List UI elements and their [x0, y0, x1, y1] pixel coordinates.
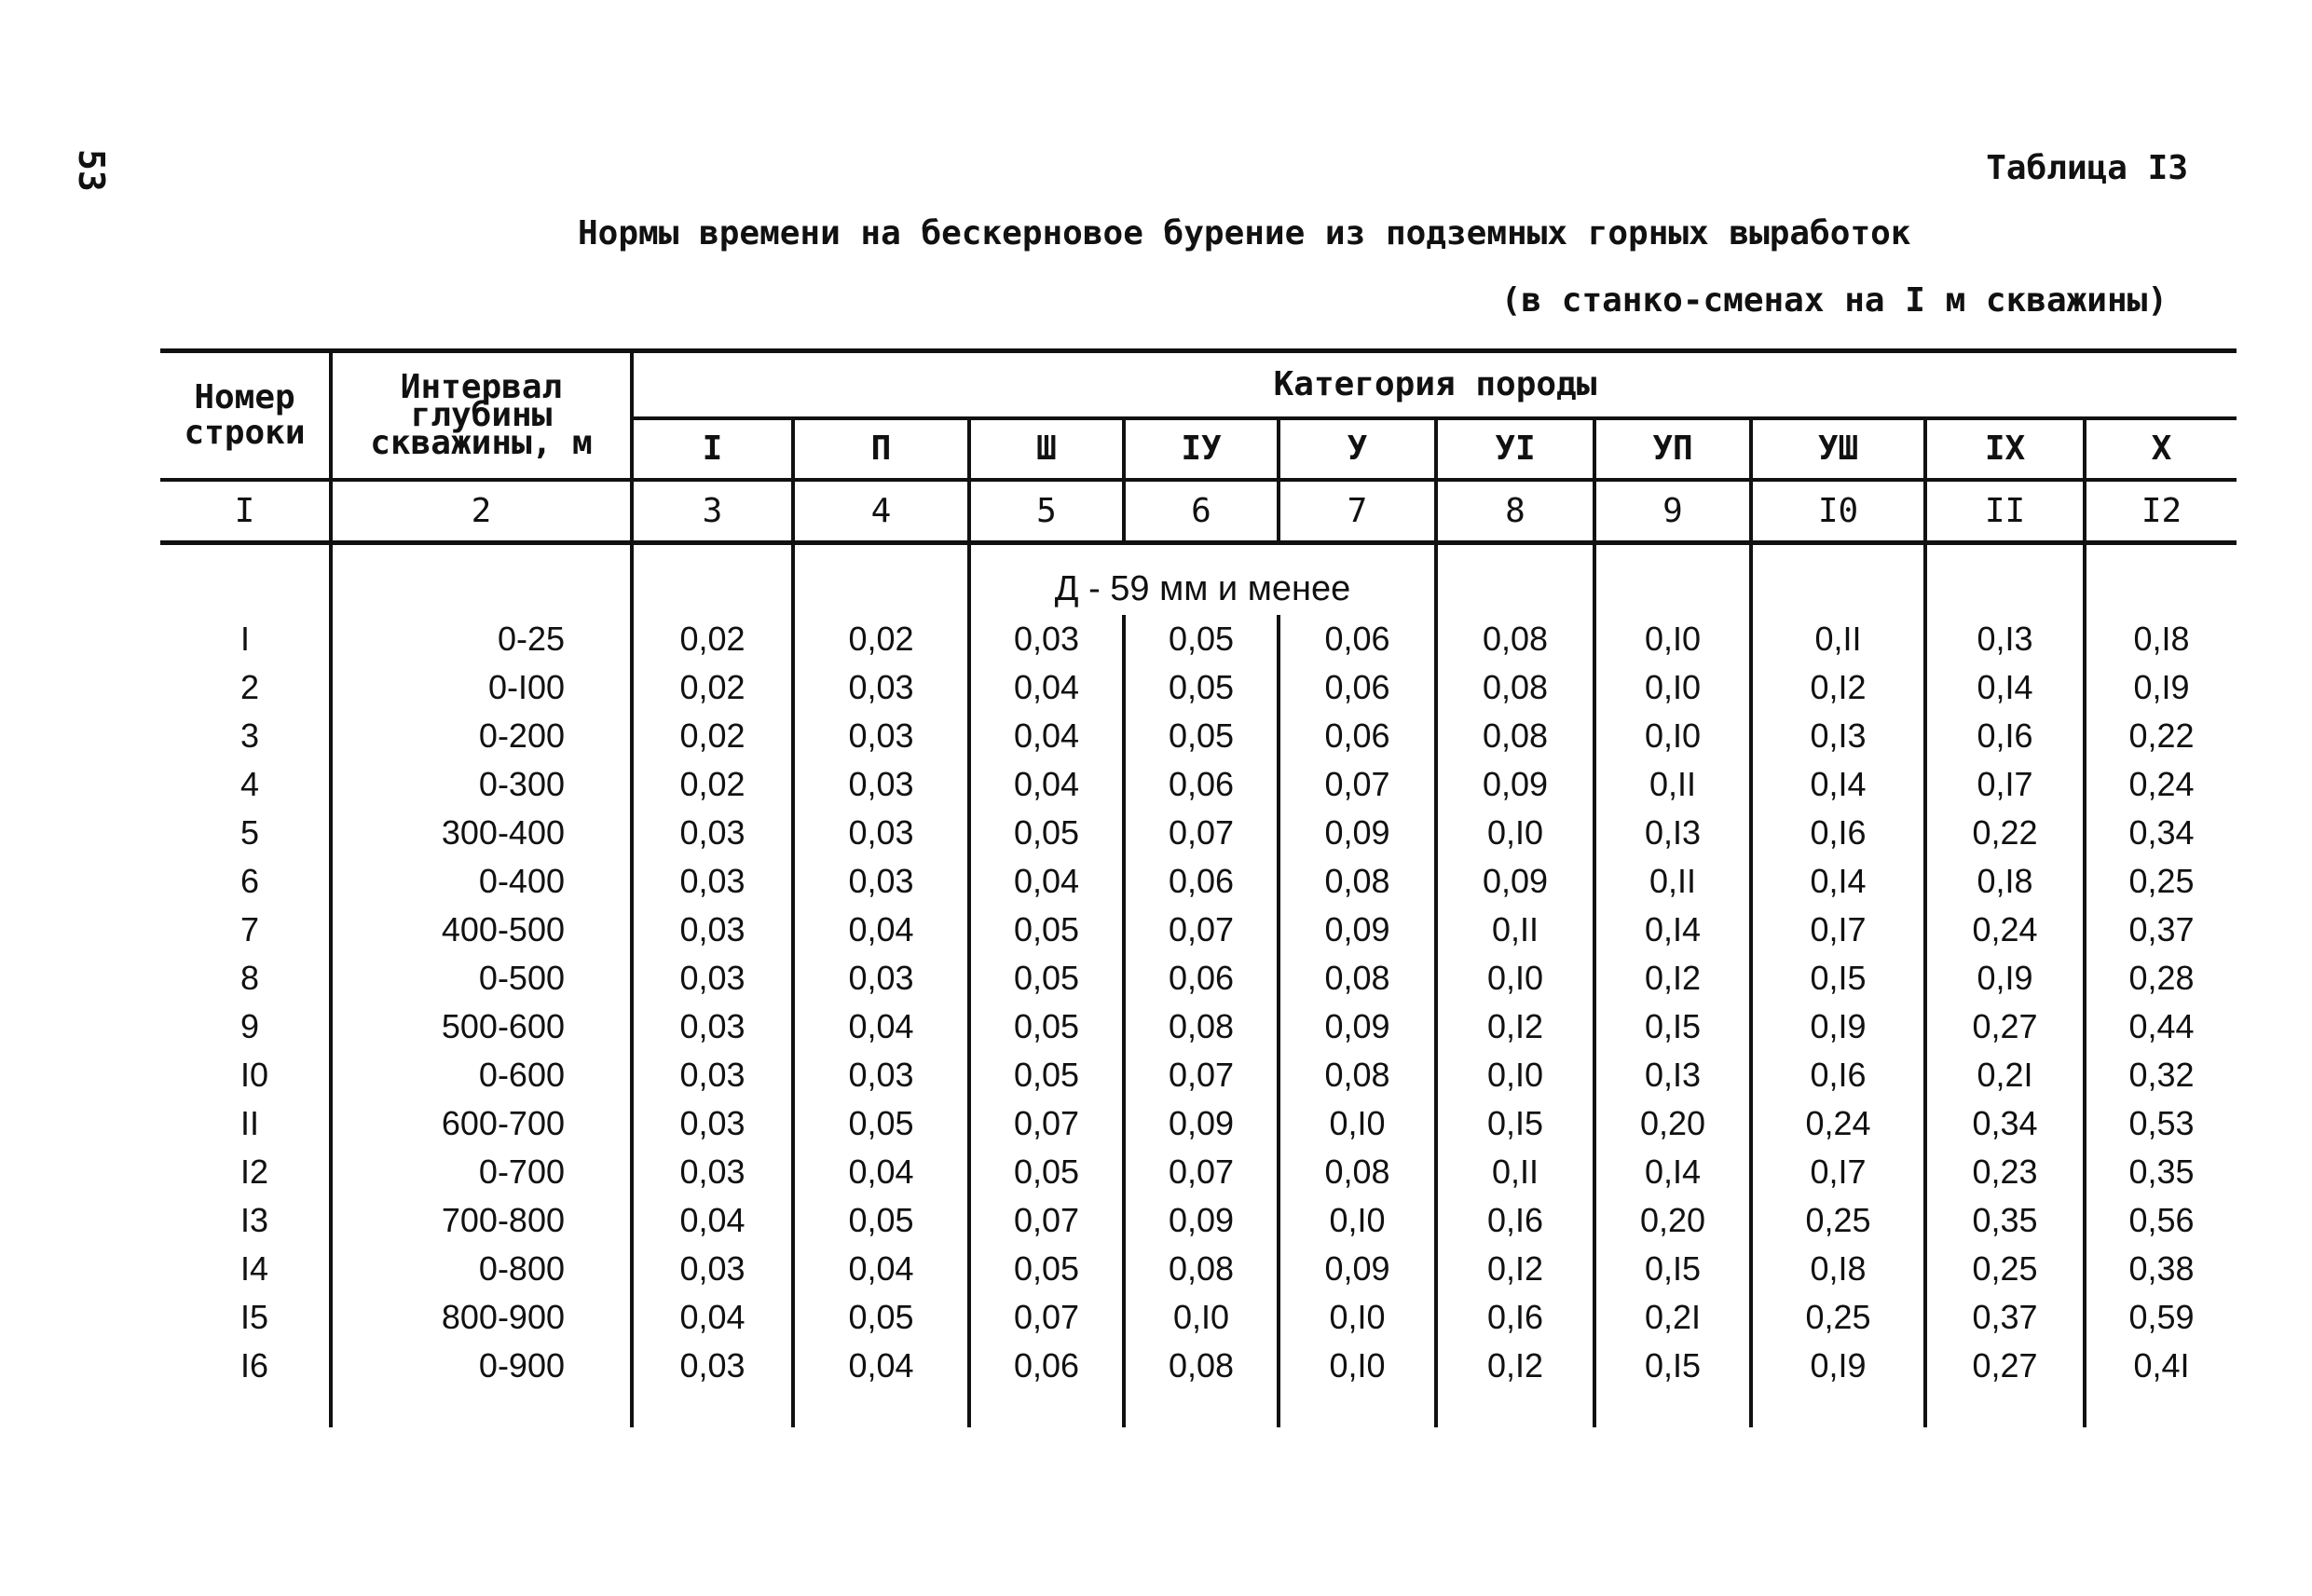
depth-interval: 0-600 [331, 1051, 632, 1099]
table-row [160, 1003, 2237, 1051]
norm-value: 0,07 [1124, 906, 1279, 954]
cell-blank [160, 1390, 331, 1427]
norm-value: 0,07 [969, 1196, 1124, 1245]
column-number-12: I2 [2085, 480, 2237, 543]
norm-value: 0,06 [1279, 663, 1436, 712]
norm-value: 0,09 [1279, 1245, 1436, 1293]
norm-value: 0,I0 [1436, 954, 1594, 1003]
norm-value: 0,08 [1279, 1051, 1436, 1099]
cell-blank [2085, 543, 2237, 616]
table-row [160, 1148, 2237, 1196]
row-number: 6 [240, 862, 260, 900]
cell-blank [793, 543, 969, 616]
norm-value: 0,09 [1279, 809, 1436, 857]
table-row [160, 1245, 2237, 1293]
norm-value: 0,I0 [1594, 663, 1751, 712]
norm-value: 0,25 [1925, 1245, 2085, 1293]
norm-value: 0,03 [632, 954, 793, 1003]
norm-value: 0,I2 [1751, 663, 1925, 712]
norm-value: 0,08 [1124, 1342, 1279, 1390]
table-row [160, 663, 2237, 712]
norm-value: 0,I6 [1751, 1051, 1925, 1099]
norm-value: 0,07 [969, 1293, 1124, 1342]
norm-value: 0,I7 [1925, 760, 2085, 809]
table-row [160, 1293, 2237, 1342]
norm-value: 0,59 [2085, 1293, 2237, 1342]
norm-value: 0,I9 [2085, 663, 2237, 712]
norm-value: 0,04 [969, 663, 1124, 712]
norm-value: 0,03 [793, 712, 969, 760]
norm-value: 0,I9 [1751, 1342, 1925, 1390]
norms-table [160, 348, 2237, 1427]
norm-value: 0,09 [1124, 1099, 1279, 1148]
cell-blank [632, 1390, 793, 1427]
depth-interval: 0-900 [331, 1342, 632, 1390]
row-number: I3 [240, 1201, 269, 1239]
column-number-6: 6 [1124, 480, 1279, 543]
norm-value: 0,02 [632, 760, 793, 809]
norm-value: 0,25 [1751, 1293, 1925, 1342]
norm-value: 0,20 [1594, 1099, 1751, 1148]
table-row [160, 760, 2237, 809]
norm-value: 0,24 [1925, 906, 2085, 954]
row-number: II [240, 1104, 260, 1142]
page-title: Нормы времени на бескерновое бурение из подземных горных выработок [578, 214, 1911, 252]
norm-value: 0,04 [793, 1342, 969, 1390]
cell-blank [1594, 543, 1751, 616]
header-category-2: П [793, 418, 969, 480]
norm-value: 0,2I [1925, 1051, 2085, 1099]
norm-value: 0,04 [632, 1196, 793, 1245]
norm-value: 0,I2 [1436, 1342, 1594, 1390]
table-row [160, 809, 2237, 857]
norm-value: 0,07 [1124, 1051, 1279, 1099]
table-bottom-spacer [160, 1390, 2237, 1427]
norm-value: 0,II [1594, 760, 1751, 809]
norm-value: 0,04 [793, 906, 969, 954]
row-number: I2 [240, 1153, 269, 1191]
norm-value: 0,09 [1279, 1003, 1436, 1051]
norm-value: 0,06 [1124, 760, 1279, 809]
norm-value: 0,I2 [1594, 954, 1751, 1003]
cell-blank [160, 543, 331, 616]
depth-interval: 800-900 [331, 1293, 632, 1342]
norm-value: 0,I2 [1436, 1245, 1594, 1293]
cell-blank [1925, 1390, 2085, 1427]
norm-value: 0,08 [1436, 663, 1594, 712]
norm-value: 0,23 [1925, 1148, 2085, 1196]
depth-interval: 0-I00 [331, 663, 632, 712]
norm-value: 0,08 [1124, 1003, 1279, 1051]
header-category-8: УШ [1751, 418, 1925, 480]
table-row [160, 615, 2237, 663]
norm-value: 0,05 [1124, 615, 1279, 663]
row-number: I [240, 620, 251, 658]
norm-value: 0,02 [632, 663, 793, 712]
norm-value: 0,34 [2085, 809, 2237, 857]
norm-value: 0,08 [1436, 712, 1594, 760]
column-number-10: I0 [1751, 480, 1925, 543]
table-row [160, 954, 2237, 1003]
norm-value: 0,25 [1751, 1196, 1925, 1245]
norm-value: 0,05 [793, 1293, 969, 1342]
column-number-7: 7 [1279, 480, 1436, 543]
norm-value: 0,05 [969, 1245, 1124, 1293]
norm-value: 0,08 [1279, 954, 1436, 1003]
norm-value: 0,03 [632, 1148, 793, 1196]
cell-blank [2085, 1390, 2237, 1427]
norm-value: 0,37 [1925, 1293, 2085, 1342]
norm-value: 0,I5 [1436, 1099, 1594, 1148]
norm-value: 0,I0 [1279, 1099, 1436, 1148]
norm-value: 0,04 [793, 1148, 969, 1196]
row-number: 5 [240, 813, 260, 852]
norm-value: 0,05 [969, 906, 1124, 954]
norm-value: 0,2I [1594, 1293, 1751, 1342]
norm-value: 0,06 [1124, 954, 1279, 1003]
norm-value: 0,38 [2085, 1245, 2237, 1293]
norm-value: 0,I0 [1436, 809, 1594, 857]
norm-value: 0,03 [793, 809, 969, 857]
norm-value: 0,04 [969, 712, 1124, 760]
depth-interval: 0-800 [331, 1245, 632, 1293]
table-row [160, 906, 2237, 954]
cell-blank [1124, 1390, 1279, 1427]
column-number-9: 9 [1594, 480, 1751, 543]
table-row [160, 1051, 2237, 1099]
norm-value: 0,06 [969, 1342, 1124, 1390]
table-row [160, 1099, 2237, 1148]
norm-value: 0,I4 [1751, 857, 1925, 906]
cell-blank [1279, 1390, 1436, 1427]
row-number: I6 [240, 1346, 269, 1385]
norm-value: 0,I3 [1594, 1051, 1751, 1099]
row-number: 3 [240, 716, 260, 755]
column-number-3: 3 [632, 480, 793, 543]
norm-value: 0,I3 [1925, 615, 2085, 663]
norm-value: 0,35 [2085, 1148, 2237, 1196]
cell-blank [969, 1390, 1124, 1427]
row-number: 2 [240, 668, 260, 706]
depth-interval: 700-800 [331, 1196, 632, 1245]
cell-blank [1436, 543, 1594, 616]
norm-value: 0,04 [632, 1293, 793, 1342]
norm-value: 0,27 [1925, 1342, 2085, 1390]
cell-blank [1436, 1390, 1594, 1427]
depth-interval: 300-400 [331, 809, 632, 857]
norm-value: 0,27 [1925, 1003, 2085, 1051]
table-row [160, 1196, 2237, 1245]
norm-value: 0,44 [2085, 1003, 2237, 1051]
norm-value: 0,03 [632, 1245, 793, 1293]
norm-value: 0,08 [1436, 615, 1594, 663]
norm-value: 0,05 [1124, 663, 1279, 712]
column-number-5: 5 [969, 480, 1124, 543]
norm-value: 0,05 [1124, 712, 1279, 760]
norm-value: 0,05 [969, 954, 1124, 1003]
header-interval: Интервал глубины скважины, м [331, 351, 632, 480]
norm-value: 0,07 [969, 1099, 1124, 1148]
norm-value: 0,03 [632, 906, 793, 954]
depth-interval: 400-500 [331, 906, 632, 954]
column-number-8: 8 [1436, 480, 1594, 543]
norm-value: 0,06 [1279, 712, 1436, 760]
norm-value: 0,03 [793, 954, 969, 1003]
row-number: 4 [240, 765, 260, 803]
norm-value: 0,I3 [1751, 712, 1925, 760]
norm-value: 0,07 [1279, 760, 1436, 809]
norm-value: 0,II [1594, 857, 1751, 906]
norm-value: 0,02 [632, 615, 793, 663]
norm-value: 0,I8 [1925, 857, 2085, 906]
table-row [160, 857, 2237, 906]
norm-value: 0,05 [793, 1099, 969, 1148]
norm-value: 0,I8 [2085, 615, 2237, 663]
header-category-5: У [1279, 418, 1436, 480]
norm-value: 0,08 [1124, 1245, 1279, 1293]
norm-value: 0,22 [2085, 712, 2237, 760]
norm-value: 0,I0 [1436, 1051, 1594, 1099]
norm-value: 0,03 [793, 1051, 969, 1099]
norm-value: 0,I4 [1751, 760, 1925, 809]
row-number: I4 [240, 1249, 269, 1288]
norm-value: 0,03 [632, 1342, 793, 1390]
norm-value: 0,09 [1124, 1196, 1279, 1245]
cell-blank [1925, 543, 2085, 616]
norm-value: 0,05 [969, 1003, 1124, 1051]
row-number: 8 [240, 959, 260, 997]
norm-value: 0,I4 [1925, 663, 2085, 712]
depth-interval: 0-400 [331, 857, 632, 906]
row-number: 7 [240, 910, 260, 948]
norm-value: 0,03 [793, 857, 969, 906]
norm-value: 0,37 [2085, 906, 2237, 954]
norm-value: 0,06 [1124, 857, 1279, 906]
norm-value: 0,I5 [1751, 954, 1925, 1003]
norm-value: 0,I0 [1279, 1342, 1436, 1390]
norm-value: 0,04 [969, 760, 1124, 809]
table-row [160, 1342, 2237, 1390]
norm-value: 0,I0 [1594, 615, 1751, 663]
norm-value: 0,4I [2085, 1342, 2237, 1390]
norm-value: 0,08 [1279, 1148, 1436, 1196]
norm-value: 0,08 [1279, 857, 1436, 906]
norm-value: 0,03 [793, 663, 969, 712]
depth-interval: 600-700 [331, 1099, 632, 1148]
norm-value: 0,05 [969, 1148, 1124, 1196]
column-number-1: I [234, 491, 255, 530]
cell-blank [793, 1390, 969, 1427]
norm-value: 0,09 [1436, 857, 1594, 906]
norm-value: 0,II [1436, 906, 1594, 954]
norm-value: 0,I6 [1751, 809, 1925, 857]
depth-interval: 500-600 [331, 1003, 632, 1051]
norm-value: 0,02 [793, 615, 969, 663]
header-category-1: I [632, 418, 793, 480]
norm-value: 0,07 [1124, 1148, 1279, 1196]
norm-value: 0,28 [2085, 954, 2237, 1003]
norm-value: 0,03 [632, 857, 793, 906]
depth-interval: 0-200 [331, 712, 632, 760]
norm-value: 0,I5 [1594, 1003, 1751, 1051]
norm-value: 0,I0 [1279, 1196, 1436, 1245]
norm-value: 0,24 [2085, 760, 2237, 809]
norm-value: 0,II [1751, 615, 1925, 663]
norm-value: 0,I7 [1751, 906, 1925, 954]
header-row-number: Номер строки [184, 377, 306, 452]
norm-value: 0,I0 [1124, 1293, 1279, 1342]
norm-value: 0,04 [793, 1245, 969, 1293]
depth-interval: 0-500 [331, 954, 632, 1003]
header-category-9: IX [1925, 418, 2085, 480]
norm-value: 0,I5 [1594, 1245, 1751, 1293]
norm-value: 0,56 [2085, 1196, 2237, 1245]
norm-value: 0,03 [969, 615, 1124, 663]
norm-value: 0,53 [2085, 1099, 2237, 1148]
norm-value: 0,24 [1751, 1099, 1925, 1148]
norm-value: 0,I5 [1594, 1342, 1751, 1390]
norm-value: 0,09 [1436, 760, 1594, 809]
norm-value: 0,03 [632, 1003, 793, 1051]
header-category-4: IУ [1124, 418, 1279, 480]
row-number: 9 [240, 1007, 260, 1045]
table-label: Таблица I3 [1986, 149, 2188, 187]
norm-value: 0,I4 [1594, 1148, 1751, 1196]
norm-value: 0,I0 [1594, 712, 1751, 760]
norm-value: 0,I9 [1751, 1003, 1925, 1051]
norm-value: 0,07 [1124, 809, 1279, 857]
norm-value: 0,I8 [1751, 1245, 1925, 1293]
norm-value: 0,03 [793, 760, 969, 809]
norm-value: 0,20 [1594, 1196, 1751, 1245]
norm-value: 0,05 [793, 1196, 969, 1245]
cell-blank [331, 543, 632, 616]
norm-value: 0,22 [1925, 809, 2085, 857]
table-row [160, 712, 2237, 760]
norm-value: 0,03 [632, 809, 793, 857]
norm-value: 0,I7 [1751, 1148, 1925, 1196]
cell-blank [1594, 1390, 1751, 1427]
norm-value: 0,I6 [1436, 1196, 1594, 1245]
norm-value: 0,35 [1925, 1196, 2085, 1245]
page-number: 53 [71, 149, 112, 192]
norm-value: 0,I9 [1925, 954, 2085, 1003]
norm-value: 0,I0 [1279, 1293, 1436, 1342]
row-number: I0 [240, 1056, 269, 1094]
depth-interval: 0-300 [331, 760, 632, 809]
norm-value: 0,03 [632, 1051, 793, 1099]
cell-blank [632, 543, 793, 616]
cell-blank [1751, 543, 1925, 616]
norm-value: 0,34 [1925, 1099, 2085, 1148]
column-number-4: 4 [793, 480, 969, 543]
norm-value: 0,I4 [1594, 906, 1751, 954]
norm-value: 0,25 [2085, 857, 2237, 906]
norm-value: 0,05 [969, 809, 1124, 857]
header-category-6: УI [1436, 418, 1594, 480]
header-category-10: X [2085, 418, 2237, 480]
header-category-3: Ш [969, 418, 1124, 480]
norm-value: 0,32 [2085, 1051, 2237, 1099]
section-caption: Д - 59 мм и менее [969, 543, 1436, 616]
header-rock-category: Категория породы [632, 351, 2237, 418]
norm-value: 0,02 [632, 712, 793, 760]
norm-value: 0,04 [793, 1003, 969, 1051]
norm-value: 0,05 [969, 1051, 1124, 1099]
norm-value: 0,03 [632, 1099, 793, 1148]
depth-interval: 0-25 [331, 615, 632, 663]
cell-blank [1751, 1390, 1925, 1427]
units-subtitle: (в станко-сменах на I м скважины) [1500, 281, 2168, 320]
column-number-11: II [1925, 480, 2085, 543]
norm-value: 0,II [1436, 1148, 1594, 1196]
depth-interval: 0-700 [331, 1148, 632, 1196]
row-number: I5 [240, 1298, 269, 1336]
norm-value: 0,I6 [1925, 712, 2085, 760]
norm-value: 0,06 [1279, 615, 1436, 663]
norm-value: 0,I6 [1436, 1293, 1594, 1342]
norm-value: 0,I2 [1436, 1003, 1594, 1051]
column-number-2: 2 [331, 480, 632, 543]
header-category-7: УП [1594, 418, 1751, 480]
norm-value: 0,I3 [1594, 809, 1751, 857]
cell-blank [331, 1390, 632, 1427]
norm-value: 0,09 [1279, 906, 1436, 954]
norm-value: 0,04 [969, 857, 1124, 906]
